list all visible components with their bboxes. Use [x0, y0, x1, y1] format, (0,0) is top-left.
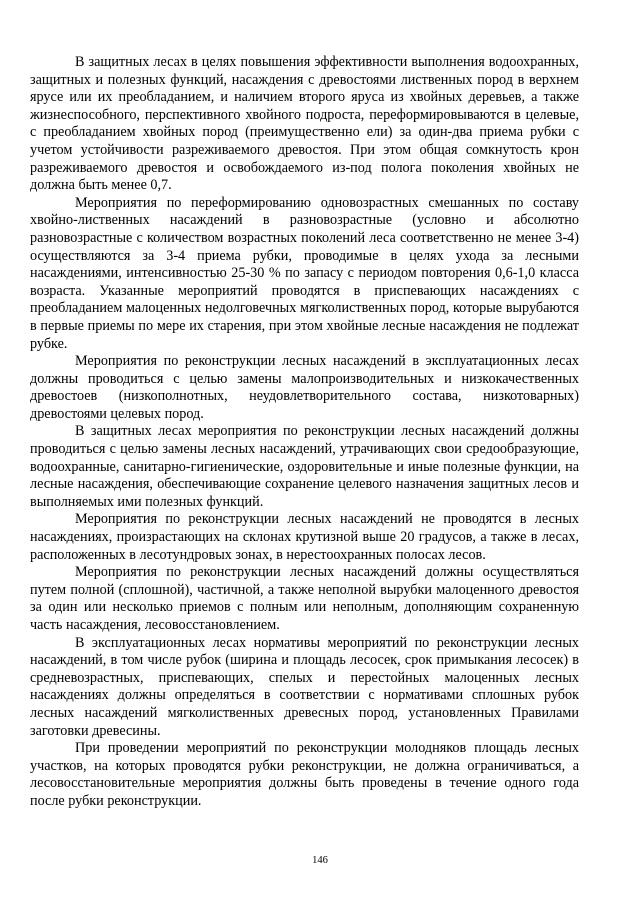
document-body	[30, 54, 579, 811]
paragraph-5: Мероприятия по реконструкции лесных насаждений не проводятся в лесных насаждениях, произрастающих на склонах крутизной выше 20 градусов, а также в лесах, расположенных в лесотундровых зонах, в нерестоохранных полосах лесов.	[30, 511, 579, 563]
page-number: 146	[312, 855, 328, 866]
paragraph-1: В защитных лесах в целях повышения эффективности выполнения водоохранных, защитных и полезных функций, насаждения с древостоями лиственных пород в верхнем ярусе или их преобладанием, и наличием второго яруса из хвойных деревьев, а также жизнеспособного, перспективного хвойного подроста, переформировываются в целевые, с преобладанием хвойных пород (преимущественно ели) за один-два приема рубки с учетом устойчивости разреживаемого древостоя. При этом общая сомкнутость крон разреживаемого древостоя и освобождаемого из-под полога поколения хвойных не должна быть менее 0,7.	[30, 54, 579, 194]
paragraph-3: Мероприятия по реконструкции лесных насаждений в эксплуатационных лесах должны проводиться с целью замены малопроизводительных и низкокачественных древостоев (низкополнотных, неудовлетворительного состава, низкотоварных) древостоями целевых пород.	[30, 353, 579, 422]
paragraph-2: Мероприятия по переформированию одновозрастных смешанных по составу хвойно-лиственных насаждений в разновозрастные (условно и абсолютно разновозрастные с количеством возрастных поколений леса соответственно не менее 3-4) осуществляются за 3-4 приема рубки, проводимые в целях ухода за лесными насаждениями, интенсивностью 25-30 % по запасу с периодом повторения 0,6-1,0 класса возраста. Указанные мероприятий проводятся в приспевающих насаждениях с преобладанием малоценных недолговечных мягколиственных пород, которые вырубаются в первые приемы по мере их старения, при этом хвойные лесные насаждения не подлежат рубке.	[30, 194, 579, 352]
paragraph-4: В защитных лесах мероприятия по реконструкции лесных насаждений должны проводиться с целью замены лесных насаждений, утрачивающих свои средообразующие, водоохранные, санитарно-гигиенические, оздоровительные и иные полезные функции, на лесные насаждения, обеспечивающие сохранение целевого назначения защитных лесов и выполняемых ими полезных функций.	[30, 423, 579, 510]
paragraph-7: В эксплуатационных лесах нормативы мероприятий по реконструкции лесных насаждений, в том числе рубок (ширина и площадь лесосек, срок примыкания лесосек) в средневозрастных, приспевающих, спелых и перестойных малоценных лесных насаждениях должны определяться в соответствии с нормативами сплошных рубок лесных насаждений мягколиственных древесных пород, установленных Правилами заготовки древесины.	[30, 634, 579, 739]
paragraph-6: Мероприятия по реконструкции лесных насаждений должны осуществляться путем полной (сплошной), частичной, а также неполной вырубки малоценного древостоя за один или несколько приемов с полным или неполным, дополняющим сохраненную часть насаждения, лесовосстановлением.	[30, 564, 579, 633]
paragraph-8: При проведении мероприятий по реконструкции молодняков площадь лесных участков, на которых проводятся рубки реконструкции, не должна ограничиваться, а лесовосстановительные мероприятия должны быть проведены в течение одного года после рубки реконструкции.	[30, 740, 579, 809]
